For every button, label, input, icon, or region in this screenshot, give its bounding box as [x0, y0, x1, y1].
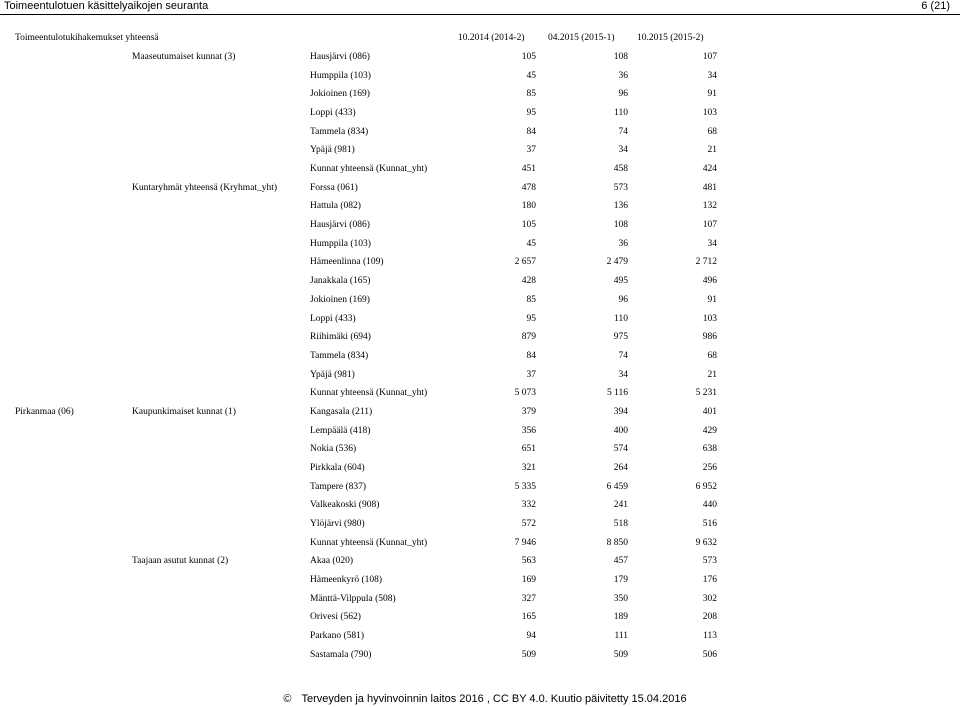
value-2015-1-cell: 34: [618, 145, 628, 156]
value-2015-2-cell: 302: [702, 593, 717, 604]
municipality-cell: Riihimäki (694): [310, 332, 371, 343]
value-2015-2-cell: 91: [707, 294, 717, 305]
value-2015-1-cell: 495: [613, 276, 628, 287]
municipality-cell: Parkano (581): [310, 631, 365, 642]
table-row: [0, 273, 960, 289]
value-2015-2-cell: 506: [702, 649, 717, 660]
value-2015-1-cell: 136: [613, 201, 628, 212]
value-2014-2-cell: 45: [526, 238, 536, 249]
value-2015-2-cell: 103: [702, 313, 717, 324]
value-2014-2-cell: 451: [521, 164, 536, 175]
value-2015-2-cell: 573: [702, 556, 717, 567]
value-2015-2-cell: 91: [707, 89, 717, 100]
municipality-cell: Ypäjä (981): [310, 145, 355, 156]
value-2015-1-cell: 574: [613, 444, 628, 455]
table-row: [0, 86, 960, 102]
value-2014-2-cell: 332: [521, 500, 536, 511]
value-2015-2-cell: 986: [702, 332, 717, 343]
table-row: [0, 367, 960, 383]
table-row: [0, 311, 960, 327]
value-2015-2-cell: 9 632: [695, 537, 717, 548]
value-2015-2-cell: 176: [702, 575, 717, 586]
value-2014-2-cell: 105: [521, 220, 536, 231]
value-2014-2-cell: 478: [521, 182, 536, 193]
page-number: 6 (21): [921, 0, 950, 12]
municipality-cell: Tampere (837): [310, 481, 367, 492]
value-2015-1-cell: 458: [613, 164, 628, 175]
table-row: [0, 68, 960, 84]
value-2015-2-cell: 638: [702, 444, 717, 455]
value-2014-2-cell: 563: [521, 556, 536, 567]
value-2015-2-cell: 132: [702, 201, 717, 212]
value-2015-1-cell: 518: [613, 519, 628, 529]
value-2015-2-cell: 208: [702, 612, 717, 623]
column-header-2015-2: 10.2015 (2015-2): [637, 33, 704, 43]
value-2014-2-cell: 165: [521, 612, 536, 623]
table-row: [0, 497, 960, 513]
value-2015-1-cell: 108: [613, 220, 628, 231]
column-header-measure: Toimeentulotukihakemukset yhteensä: [15, 33, 159, 43]
value-2015-1-cell: 36: [618, 238, 628, 249]
table-row: [0, 348, 960, 364]
municipality-cell: Pirkkala (604): [310, 462, 365, 473]
municipality-cell: Humppila (103): [310, 238, 371, 249]
value-2015-1-cell: 108: [613, 52, 628, 62]
table-row: [0, 553, 960, 569]
municipality-cell: Jokioinen (169): [310, 294, 370, 305]
value-2015-2-cell: 424: [702, 164, 717, 175]
value-2015-1-cell: 5 116: [606, 388, 628, 399]
value-2015-2-cell: 21: [707, 369, 717, 380]
value-2015-2-cell: 103: [702, 108, 717, 119]
value-2014-2-cell: 509: [521, 649, 536, 660]
table-row: [0, 609, 960, 625]
copyright-icon: ©: [283, 693, 292, 705]
value-2015-2-cell: 481: [702, 182, 717, 193]
table-row: [0, 441, 960, 457]
municipality-cell: Hattula (082): [310, 201, 361, 212]
value-2015-2-cell: 34: [707, 238, 717, 249]
value-2014-2-cell: 84: [526, 350, 536, 361]
header-divider: [0, 14, 960, 15]
value-2014-2-cell: 379: [521, 406, 536, 417]
value-2014-2-cell: 37: [526, 145, 536, 156]
table-row: [0, 479, 960, 495]
table-row: [0, 404, 960, 420]
value-2015-1-cell: 457: [613, 556, 628, 567]
municipality-cell: Ylöjärvi (980): [310, 519, 365, 529]
table-row: [0, 460, 960, 476]
value-2015-2-cell: 401: [702, 406, 717, 417]
municipality-cell: Sastamala (790): [310, 649, 372, 660]
value-2015-2-cell: 5 231: [695, 388, 717, 399]
value-2015-1-cell: 573: [613, 182, 628, 193]
value-2014-2-cell: 879: [521, 332, 536, 343]
value-2014-2-cell: 572: [521, 519, 536, 529]
value-2015-2-cell: 113: [703, 631, 717, 642]
value-2015-2-cell: 256: [702, 462, 717, 473]
value-2014-2-cell: 84: [526, 126, 536, 137]
value-2015-1-cell: 74: [618, 126, 628, 137]
municipality-cell: Kunnat yhteensä (Kunnat_yht): [310, 388, 428, 399]
municipality-group-cell: Taajaan asutut kunnat (2): [132, 556, 229, 567]
municipality-cell: Lempäälä (418): [310, 425, 371, 436]
value-2015-1-cell: 36: [618, 70, 628, 81]
value-2015-1-cell: 350: [613, 593, 628, 604]
value-2014-2-cell: 45: [526, 70, 536, 81]
municipality-cell: Tammela (834): [310, 350, 369, 361]
table-row: [0, 198, 960, 214]
municipality-cell: Humppila (103): [310, 70, 371, 81]
report-title: Toimeentulotuen käsittelyaikojen seuranta: [4, 0, 209, 12]
municipality-cell: Mänttä-Vilppula (508): [310, 593, 396, 604]
value-2015-2-cell: 21: [707, 145, 717, 156]
municipality-cell: Kunnat yhteensä (Kunnat_yht): [310, 537, 428, 548]
table-row: [0, 49, 960, 65]
municipality-cell: Tammela (834): [310, 126, 369, 137]
value-2014-2-cell: 327: [521, 593, 536, 604]
value-2014-2-cell: 85: [526, 294, 536, 305]
table-row: [0, 423, 960, 439]
municipality-cell: Akaa (020): [310, 556, 353, 567]
value-2014-2-cell: 85: [526, 89, 536, 100]
value-2015-2-cell: 68: [707, 126, 717, 137]
municipality-cell: Janakkala (165): [310, 276, 371, 287]
municipality-cell: Loppi (433): [310, 108, 356, 119]
value-2015-1-cell: 400: [613, 425, 628, 436]
municipality-cell: Hämeenkyrö (108): [310, 575, 383, 586]
municipality-cell: Orivesi (562): [310, 612, 361, 623]
municipality-cell: Ypäjä (981): [310, 369, 355, 380]
value-2014-2-cell: 95: [526, 108, 536, 119]
value-2015-1-cell: 2 479: [606, 257, 628, 268]
value-2015-1-cell: 110: [614, 108, 628, 119]
value-2015-2-cell: 2 712: [695, 257, 717, 268]
value-2014-2-cell: 169: [521, 575, 536, 586]
municipality-cell: Valkeakoski (908): [310, 500, 380, 511]
value-2014-2-cell: 321: [521, 462, 536, 473]
value-2014-2-cell: 7 946: [514, 537, 536, 548]
value-2014-2-cell: 37: [526, 369, 536, 380]
value-2014-2-cell: 2 657: [514, 257, 536, 268]
value-2015-1-cell: 179: [613, 575, 628, 586]
table-row: [0, 516, 960, 532]
value-2014-2-cell: 95: [526, 313, 536, 324]
table-row: [0, 142, 960, 158]
value-2015-1-cell: 241: [613, 500, 628, 511]
value-2015-1-cell: 189: [613, 612, 628, 623]
footer-text: Terveyden ja hyvinvoinnin laitos 2016 , CC BY 4.0. Kuutio päivitetty 15.04.2016: [301, 693, 687, 705]
value-2015-1-cell: 111: [614, 631, 628, 642]
table-row: [0, 591, 960, 607]
municipality-cell: Nokia (536): [310, 444, 357, 455]
municipality-group-cell: Kuntaryhmät yhteensä (Kryhmat_yht): [132, 182, 278, 193]
municipality-cell: Forssa (061): [310, 182, 358, 193]
value-2015-2-cell: 107: [702, 220, 717, 231]
table-row: [0, 292, 960, 308]
value-2015-1-cell: 509: [613, 649, 628, 660]
value-2015-1-cell: 110: [614, 313, 628, 324]
municipality-cell: Kangasala (211): [310, 406, 373, 417]
value-2014-2-cell: 5 073: [514, 388, 536, 399]
value-2015-2-cell: 68: [707, 350, 717, 361]
value-2015-1-cell: 96: [618, 89, 628, 100]
municipality-group-cell: Kaupunkimaiset kunnat (1): [132, 406, 236, 417]
value-2015-2-cell: 34: [707, 70, 717, 81]
municipality-cell: Jokioinen (169): [310, 89, 370, 100]
value-2015-2-cell: 107: [702, 52, 717, 62]
footer: [0, 693, 960, 705]
municipality-cell: Hausjärvi (086): [310, 52, 370, 62]
page-header: [4, 0, 956, 14]
value-2015-2-cell: 496: [702, 276, 717, 287]
table-row: [0, 254, 960, 270]
value-2014-2-cell: 356: [521, 425, 536, 436]
value-2015-2-cell: 429: [702, 425, 717, 436]
value-2014-2-cell: 180: [521, 201, 536, 212]
table-row: [0, 124, 960, 140]
municipality-cell: Hämeenlinna (109): [310, 257, 384, 268]
municipality-cell: Kunnat yhteensä (Kunnat_yht): [310, 164, 428, 175]
municipality-cell: Loppi (433): [310, 313, 356, 324]
table-row: [0, 105, 960, 121]
table-header: [0, 30, 960, 46]
value-2015-2-cell: 440: [702, 500, 717, 511]
value-2014-2-cell: 105: [521, 52, 536, 62]
table-row: [0, 329, 960, 345]
value-2014-2-cell: 94: [526, 631, 536, 642]
value-2015-1-cell: 96: [618, 294, 628, 305]
value-2015-1-cell: 975: [613, 332, 628, 343]
table-row: [0, 217, 960, 233]
value-2014-2-cell: 428: [521, 276, 536, 287]
value-2015-1-cell: 6 459: [606, 481, 628, 492]
value-2015-2-cell: 516: [702, 519, 717, 529]
table-row: [0, 161, 960, 177]
table-row: [0, 572, 960, 588]
table-row: [0, 535, 960, 551]
table-row: [0, 628, 960, 644]
value-2015-2-cell: 6 952: [695, 481, 717, 492]
value-2014-2-cell: 651: [521, 444, 536, 455]
value-2014-2-cell: 5 335: [514, 481, 536, 492]
municipality-cell: Hausjärvi (086): [310, 220, 370, 231]
column-header-2015-1: 04.2015 (2015-1): [548, 33, 615, 43]
value-2015-1-cell: 8 850: [606, 537, 628, 548]
value-2015-1-cell: 264: [613, 462, 628, 473]
table-row: [0, 236, 960, 252]
value-2015-1-cell: 34: [618, 369, 628, 380]
municipality-group-cell: Maaseutumaiset kunnat (3): [132, 52, 236, 62]
column-header-2014-2: 10.2014 (2014-2): [458, 33, 525, 43]
table-row: [0, 180, 960, 196]
region-cell: Pirkanmaa (06): [15, 406, 74, 417]
table-row: [0, 385, 960, 401]
value-2015-1-cell: 394: [613, 406, 628, 417]
value-2015-1-cell: 74: [618, 350, 628, 361]
table-row: [0, 647, 960, 663]
